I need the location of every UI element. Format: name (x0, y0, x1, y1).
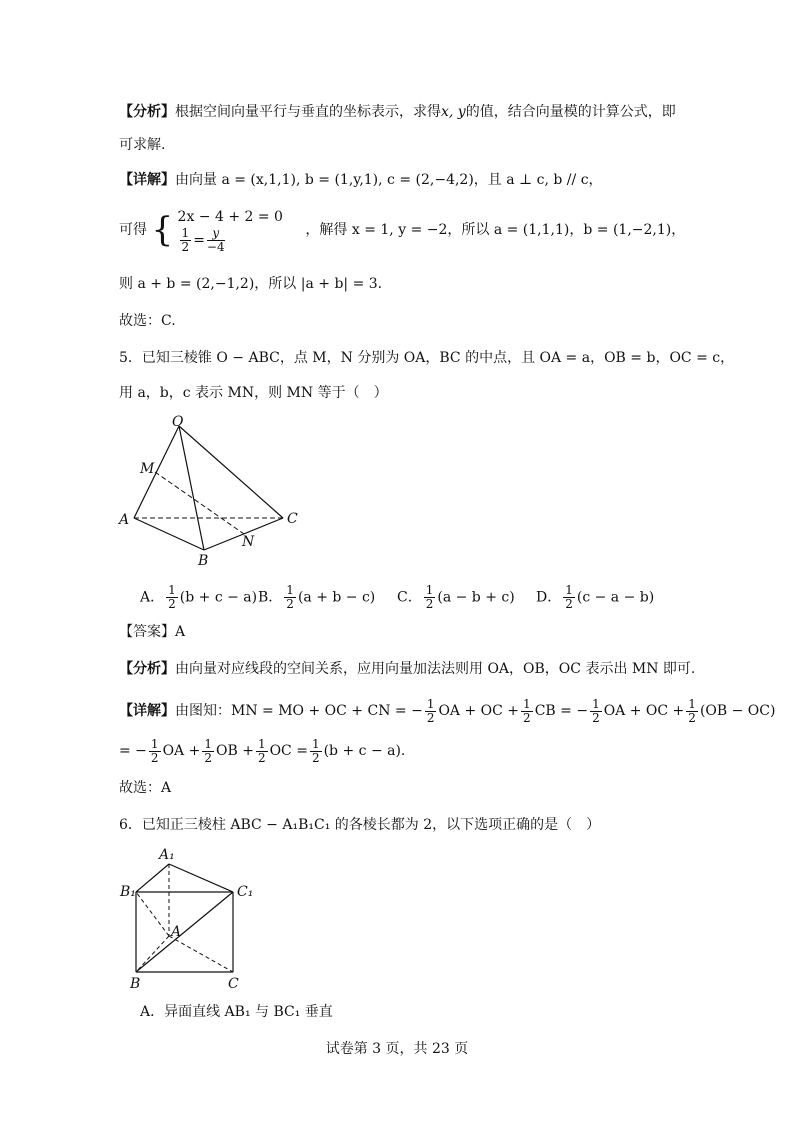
option-b: B． $\frac{1}{2}$ (a + b − c) (258, 583, 376, 611)
label-B: B (198, 553, 209, 569)
q5-stem-line-1: 5．已知三棱锥 O − ABC，点 M，N 分别为 OA，BC 的中点，且 OA = a，OB = b，OC = c， (119, 350, 735, 366)
q6-stem: 6．已知正三棱柱 ABC − A₁B₁C₁ 的各棱长都为 2，以下选项正确的是（ ） (119, 817, 601, 833)
q5-analysis: 【分析】由向量对应线段的空间关系，应用向量加法法则用 OA，OB，OC 表示出 MN 即可. (119, 661, 696, 677)
label-M: M (140, 461, 155, 477)
edge-AB (136, 936, 169, 972)
label-A1: A₁ (159, 847, 175, 863)
option-a: A． $\frac{1}{2}$ (b + c − a) (140, 583, 258, 611)
equation-frac-2: $\frac{y}{-4}$ (206, 225, 225, 254)
equation-system: 2x − 4 + 2 = 0 $\frac{1}{2}$ = $\frac{y}{-4}$ (177, 208, 283, 254)
prism-figure (116, 844, 276, 994)
option-c: C． $\frac{1}{2}$ (a − b + c) (397, 583, 515, 611)
label-B1: B₁ (120, 884, 136, 900)
label-N: N (242, 534, 255, 550)
q5-detail-line-1: 【详解】由图知：MN = MO + OC + CN = − $\frac{1}{2}$ OA + OC + $\frac{1}{2}$ CB = − $\frac{1}{2}$ OA + OC + $\frac{1}{2}$ (OB − OC) (119, 696, 776, 725)
label-C: C (287, 511, 298, 527)
diagonal-BC1 (136, 892, 233, 972)
edge-AC (169, 936, 233, 972)
option-d: D． $\frac{1}{2}$ (c − a − b) (536, 583, 655, 611)
analysis-vars: x, y (441, 104, 466, 120)
detail-tag: 【详解】 (119, 172, 175, 188)
diagonal-AB1 (136, 892, 169, 936)
label-A: A (171, 924, 182, 940)
equation-brace: { (151, 210, 174, 250)
analysis-tag: 【分析】 (119, 104, 175, 120)
equation-frac-1: $\frac{1}{2}$ (181, 225, 190, 254)
analysis-text-2: 的值，结合向量模的计算公式，即 (465, 104, 676, 120)
edge-A1B1 (136, 864, 169, 892)
label-C1: C₁ (237, 884, 254, 900)
label-A: A (119, 512, 130, 528)
q4-detail-line-2 (119, 204, 685, 256)
tetrahedron-figure (112, 412, 312, 572)
q4-analysis-line-2: 可求解. (119, 137, 166, 153)
detail-text-2b: ，解得 x = 1, y = −2，所以 a = (1,1,1)，b = (1,−2,1)， (305, 222, 686, 238)
equation-line-1: 2x − 4 + 2 = 0 (177, 208, 283, 225)
edge-A1C1 (169, 864, 233, 892)
q4-analysis-line (119, 102, 676, 122)
q5-stem-line-2: 用 a，b，c 表示 MN，则 MN 等于（ ） (119, 385, 388, 401)
detail-text-2a: 可得 (119, 222, 147, 238)
label-B: B (130, 976, 141, 992)
page-footer: 试卷第 3 页，共 23 页 (325, 1041, 469, 1057)
q5-answer: 【答案】A (119, 624, 186, 640)
q5-detail-line-2: = − $\frac{1}{2}$ OA + $\frac{1}{2}$ OB + $\frac{1}{2}$ OC = $\frac{1}{2}$ (b + c − a). (119, 736, 406, 765)
analysis-text-1: 根据空间向量平行与垂直的坐标表示，求得 (175, 104, 441, 120)
q4-detail-line-1 (119, 170, 603, 190)
q6-option-a: A．异面直线 AB₁ 与 BC₁ 垂直 (140, 1004, 333, 1020)
detail-text-1: 由向量 a = (x,1,1), b = (1,y,1), c = (2,−4,2)，且 a ⊥ c, b // c， (175, 172, 603, 188)
q4-conclusion: 故选：C. (119, 313, 176, 329)
edge-AB (134, 518, 204, 550)
label-O: O (172, 414, 184, 430)
q4-detail-line-3: 则 a + b = (2,−1,2)，所以 |a + b| = 3. (119, 276, 383, 292)
q5-conclusion: 故选：A (119, 780, 172, 796)
label-C: C (228, 976, 239, 992)
